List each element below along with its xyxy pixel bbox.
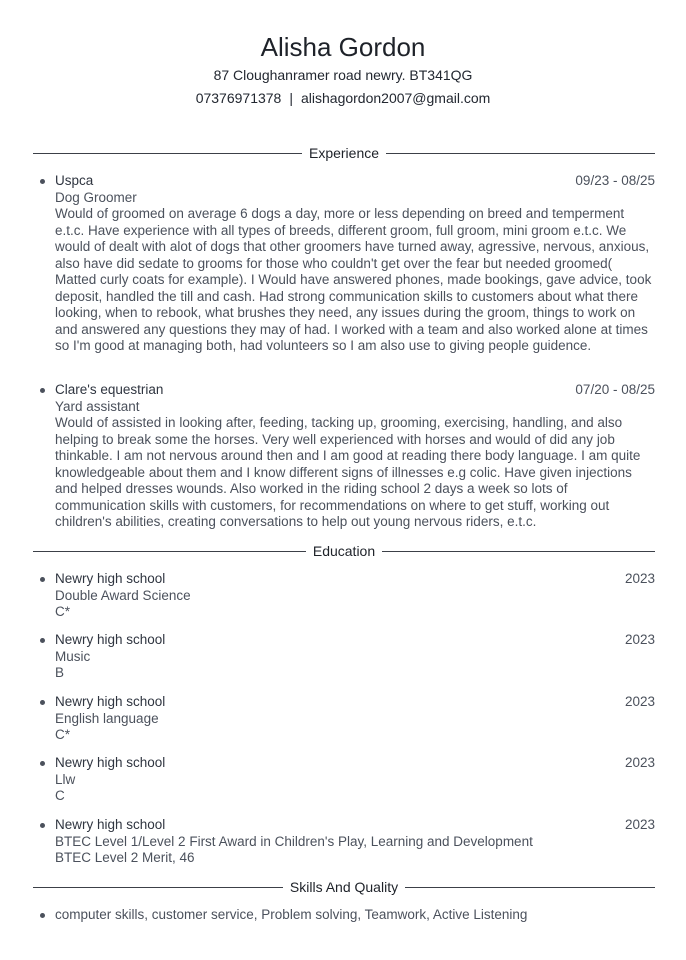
bullet-icon [40, 761, 45, 766]
phone-number: 07376971378 [195, 90, 282, 106]
bullet-icon [40, 913, 45, 918]
divider-line [33, 551, 306, 552]
education-item [40, 632, 655, 682]
grade: BTEC Level 2 Merit, 46 [55, 850, 195, 865]
graduation-year: 2023 [624, 694, 655, 709]
divider-line [33, 153, 302, 154]
bullet-icon [40, 700, 45, 705]
resume-header [0, 30, 686, 108]
grade: C* [55, 604, 71, 619]
bullet-icon [40, 577, 45, 582]
subject-name: English language [55, 710, 159, 726]
candidate-name: Alisha Gordon [260, 32, 426, 62]
school-name: Newry high school [55, 694, 166, 709]
section-title: Skills And Quality [289, 879, 399, 895]
education-item [40, 817, 655, 867]
job-description: Would of assisted in looking after, feeding, tacking up, grooming, exercising, handling, and also helping to break some the horses. Very well experienced with horses and would of did any job thinkable. I am not nervous around then and I am good at reading there body language. I am quite knowledgeable about them and I know different signs of illnesses e.g colic. Have given injections and helped dresses wounds. Also worked in the riding school 2 days a week so lots of communication skills with customers, for recommendations on where to get stuff, working out children's abilities, creating conversations to help out young nervous riders, e.t.c. [55, 415, 641, 529]
subject-name: BTEC Level 1/Level 2 First Award in Children's Play, Learning and Development [55, 833, 533, 849]
contact-separator: | [289, 90, 293, 106]
divider-line [405, 887, 655, 888]
job-description: Would of groomed on average 6 dogs a day, more or less depending on breed and temperment e.t.c. Have experience with all types of breeds, different groom, full groom, mini groom e.t.c. We would of dealt with alot of dogs that other groomers have turned away, agressive, nervous, anxious, also have did sedate to grooms for those who couldn't get over the fear but needed groomed( Matted curly coats for example). I Would have answered phones, made bookings, gave advice, took deposit, handled the till and cash. Had strong communication skills to customers about what there looking, when to rebook, what brushes they need, any issues during the groom, things to work on and answered any questions they may of had. I worked with a team and also worked alone at times so I'm good at managing both, had volunteers so I am also use to giving people guidence. [55, 206, 652, 353]
skills-heading [33, 877, 655, 897]
grade: C* [55, 727, 71, 742]
skills-item [40, 907, 655, 924]
subject-name: Music [55, 648, 91, 664]
experience-heading [33, 143, 655, 163]
email-address: alishagordon2007@gmail.com [300, 90, 491, 106]
graduation-year: 2023 [624, 632, 655, 647]
skills-list: computer skills, customer service, Problem solving, Teamwork, Active Listening [55, 907, 528, 922]
contact-line [0, 88, 686, 108]
bullet-icon [40, 638, 45, 643]
address-line: 87 Cloughanramer road newry. BT341QG [213, 67, 473, 83]
school-name: Newry high school [55, 571, 166, 586]
grade: C [55, 788, 65, 803]
education-item [40, 571, 655, 621]
graduation-year: 2023 [624, 755, 655, 770]
employer-name: Clare's equestrian [55, 382, 164, 397]
school-name: Newry high school [55, 755, 166, 770]
section-title: Education [312, 543, 376, 559]
divider-line [382, 551, 655, 552]
bullet-icon [40, 823, 45, 828]
divider-line [33, 887, 283, 888]
divider-line [386, 153, 655, 154]
bullet-icon [40, 388, 45, 393]
school-name: Newry high school [55, 817, 166, 832]
job-title: Yard assistant [55, 398, 140, 414]
bullet-icon [40, 179, 45, 184]
education-item [40, 755, 655, 805]
employment-dates: 07/20 - 08/25 [575, 382, 655, 397]
graduation-year: 2023 [624, 817, 655, 832]
education-item [40, 694, 655, 744]
grade: B [55, 665, 65, 680]
employer-name: Uspca [55, 173, 94, 188]
employment-dates: 09/23 - 08/25 [575, 173, 655, 188]
experience-item [40, 173, 655, 355]
graduation-year: 2023 [624, 571, 655, 586]
experience-item [40, 382, 655, 531]
school-name: Newry high school [55, 632, 166, 647]
subject-name: Double Award Science [55, 587, 191, 603]
subject-name: Llw [55, 771, 76, 787]
section-title: Experience [308, 145, 380, 161]
job-title: Dog Groomer [55, 189, 137, 205]
education-heading [33, 541, 655, 561]
